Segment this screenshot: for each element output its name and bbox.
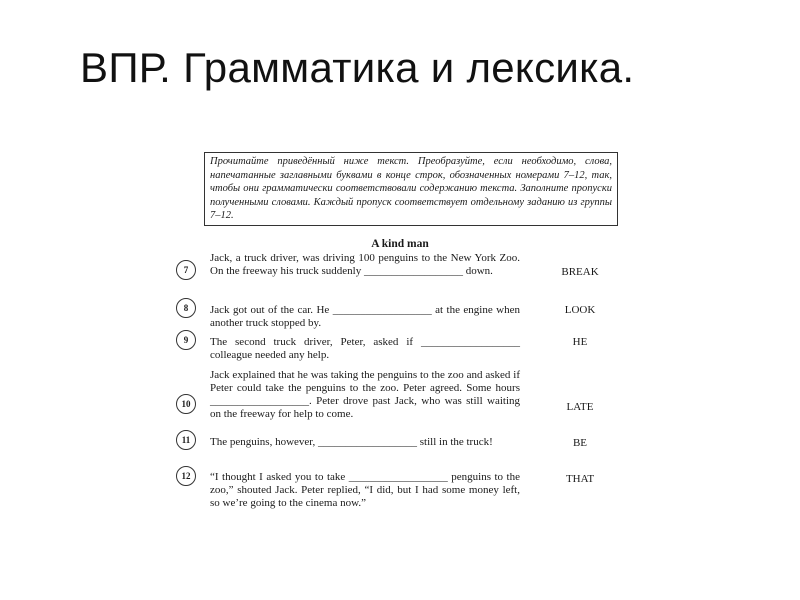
task-number-11: 11 [176,430,196,450]
task-word-7: BREAK [561,266,599,278]
task-number-7: 7 [176,260,196,280]
instruction-box: Прочитайте приведённый ниже текст. Преобразуйте, если необходимо, слова, напечатанные заглавными буквами в конце строк, обозначенных номерами 7–12, так, чтобы они грамматически соответствовали содержанию текста. Заполните пропуски полученными словами. Каждый пропуск соответствует отдельному заданию из группы 7–12. [204,152,618,226]
task-number-12: 12 [176,466,196,486]
task-word-11: BE [572,437,588,449]
slide-title: ВПР. Грамматика и лексика. [80,44,635,91]
task-number-9: 9 [176,330,196,350]
task-text-11: The penguins, however, __________________ still in the truck! [210,436,493,448]
task-text-7: Jack, a truck driver, was driving 100 penguins to the New York Zoo. On the freeway his truck suddenly __________________ down. [210,252,520,277]
task-text-9: The second truck driver, Peter, asked if __________________ colleague needed any help. [210,336,520,361]
task-word-12: THAT [565,473,595,485]
task-word-9: HE [572,336,588,348]
task-text-12: “I thought I asked you to take __________________ penguins to the zoo,” shouted Jack. Peter replied, “I did, but I had some money left, so we’re going to the cinema now.” [210,471,520,509]
task-word-8: LOOK [564,304,596,316]
text-title: A kind man [371,238,429,250]
task-number-8: 8 [176,298,196,318]
task-word-10: LATE [566,401,594,413]
task-text-8: Jack got out of the car. He __________________ at the engine when another truck stopped by. [210,304,520,329]
task-number-10: 10 [176,394,196,414]
task-text-10: Jack explained that he was taking the penguins to the zoo and asked if Peter could take the penguins to the zoo. Peter agreed. Some hours __________________. Peter drove past Jack, who was still waiting on the freeway for help to come. [210,369,520,420]
